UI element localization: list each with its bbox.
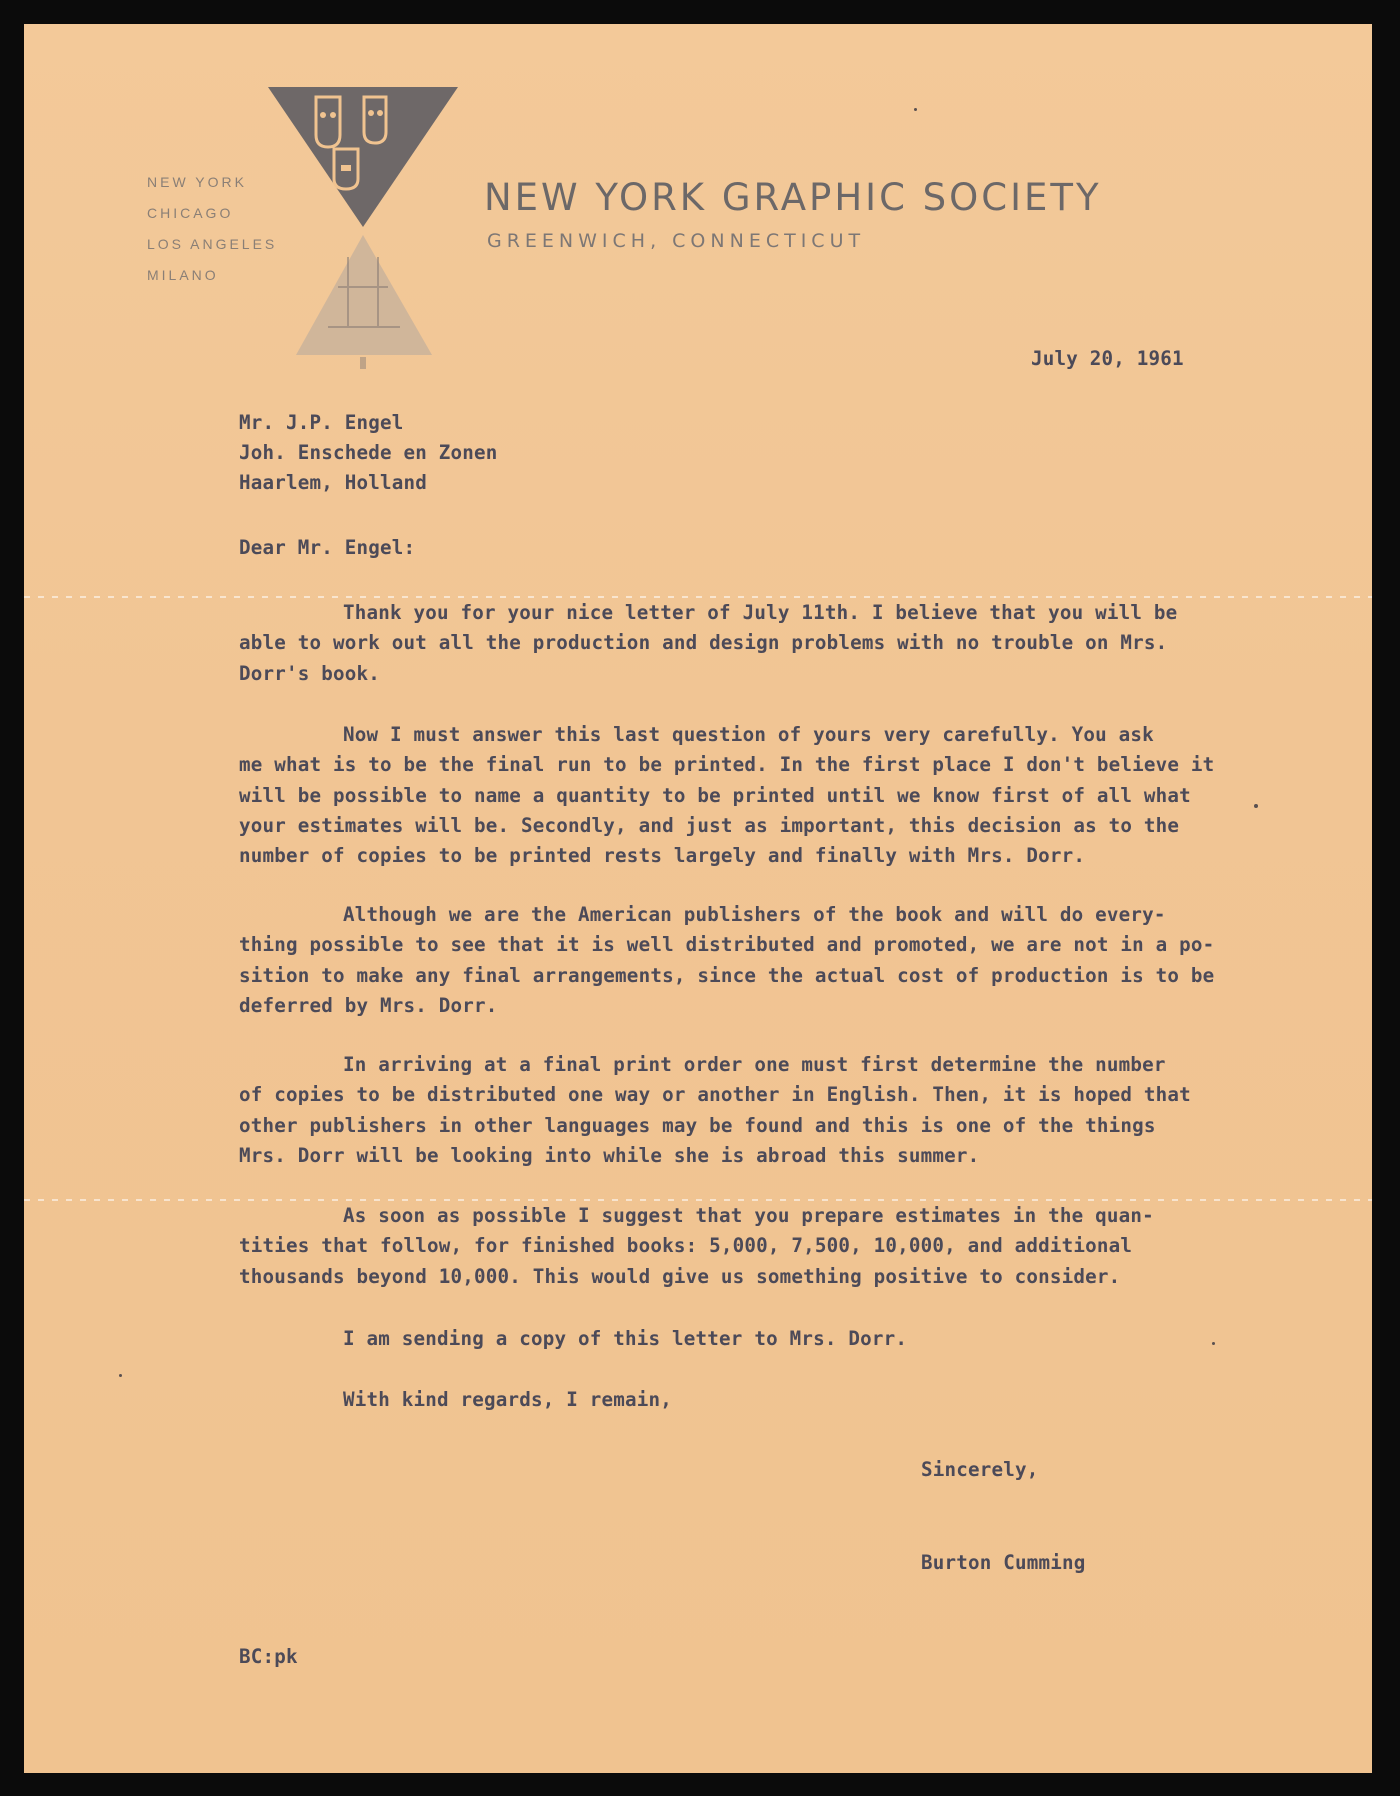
paragraph-line: will be possible to name a quantity to be printed until we know first of all what [239,783,1191,807]
body-paragraph [239,900,1214,1021]
paper-speck [1212,1342,1215,1345]
city-los-angeles: LOS ANGELES [147,236,278,252]
paragraph-line: Dorr's book. [239,661,381,685]
triangle-masks-logo-icon [268,87,476,387]
body-paragraph [239,598,1177,689]
recipient-address [239,408,498,498]
city-chicago: CHICAGO [147,205,234,221]
body-paragraph [239,1201,1154,1292]
paragraph-line: thing possible to see that it is well distributed and promoted, we are not in a po- [239,933,1215,957]
paper-speck [1254,804,1258,808]
paragraph-line: other publishers in other languages may be found and this is one of the things [239,1113,1156,1137]
paragraph-line: Now I must answer this last question of yours very carefully. You ask [343,723,1154,746]
complimentary-closing: Sincerely, [921,1458,1039,1481]
letter-date: July 20, 1961 [1031,347,1184,370]
paragraph-line: Although we are the American publishers of the book and will do every- [343,903,1166,926]
paragraph-line: Mrs. Dorr will be looking into while she is abroad this summer. [239,1143,980,1167]
paragraph-line: able to work out all the production and design problems with no trouble on Mrs. [239,631,1168,655]
recipient-line: Haarlem, Holland [239,471,428,494]
company-name: NEW YORK GRAPHIC SOCIETY [484,176,1102,219]
letter-page [24,24,1372,1773]
paragraph-line: of copies to be distributed one way or another in English. Then, it is hoped that [239,1083,1191,1107]
salutation: Dear Mr. Engel: [239,536,416,559]
paragraph-line: As soon as possible I suggest that you prepare estimates in the quan- [343,1204,1154,1227]
paragraph-line: sition to make any final arrangements, since the actual cost of production is to be [239,963,1215,987]
paragraph-line: I am sending a copy of this letter to Mrs. Dorr. [343,1327,908,1350]
paragraph-line: thousands beyond 10,000. This would give us something positive to consider. [239,1264,1121,1288]
body-paragraph [239,1050,1191,1171]
paper-speck [914,108,917,111]
recipient-line: Joh. Enschede en Zonen [239,441,498,464]
city-new-york: NEW YORK [147,174,247,190]
paragraph-line: Thank you for your nice letter of July 11th. I believe that you will be [343,601,1178,624]
office-cities-list [147,167,277,291]
paragraph-line: your estimates will be. Secondly, and just as important, this decision as to the [239,813,1180,837]
body-paragraph [239,720,1214,871]
paper-speck [119,1374,122,1377]
paragraph-line: number of copies to be printed rests largely and finally with Mrs. Dorr. [239,844,1086,868]
paragraph-line: tities that follow, for finished books: 5,000, 7,500, 10,000, and additional [239,1234,1133,1258]
reference-initials: BC:pk [239,1645,298,1668]
paragraph-line: In arriving at a final print order one must first determine the number [343,1053,1166,1076]
paragraph-line: me what is to be the final run to be printed. In the first place I don't believe it [239,753,1215,777]
body-paragraph [343,1324,907,1354]
recipient-line: Mr. J.P. Engel [239,411,404,434]
city-milano: MILANO [147,267,219,283]
paragraph-line: With kind regards, I remain, [343,1388,673,1411]
signer-name: Burton Cumming [921,1551,1086,1574]
body-paragraph [343,1385,672,1415]
paragraph-line: deferred by Mrs. Dorr. [239,993,498,1017]
company-location: GREENWICH, CONNECTICUT [487,230,866,252]
